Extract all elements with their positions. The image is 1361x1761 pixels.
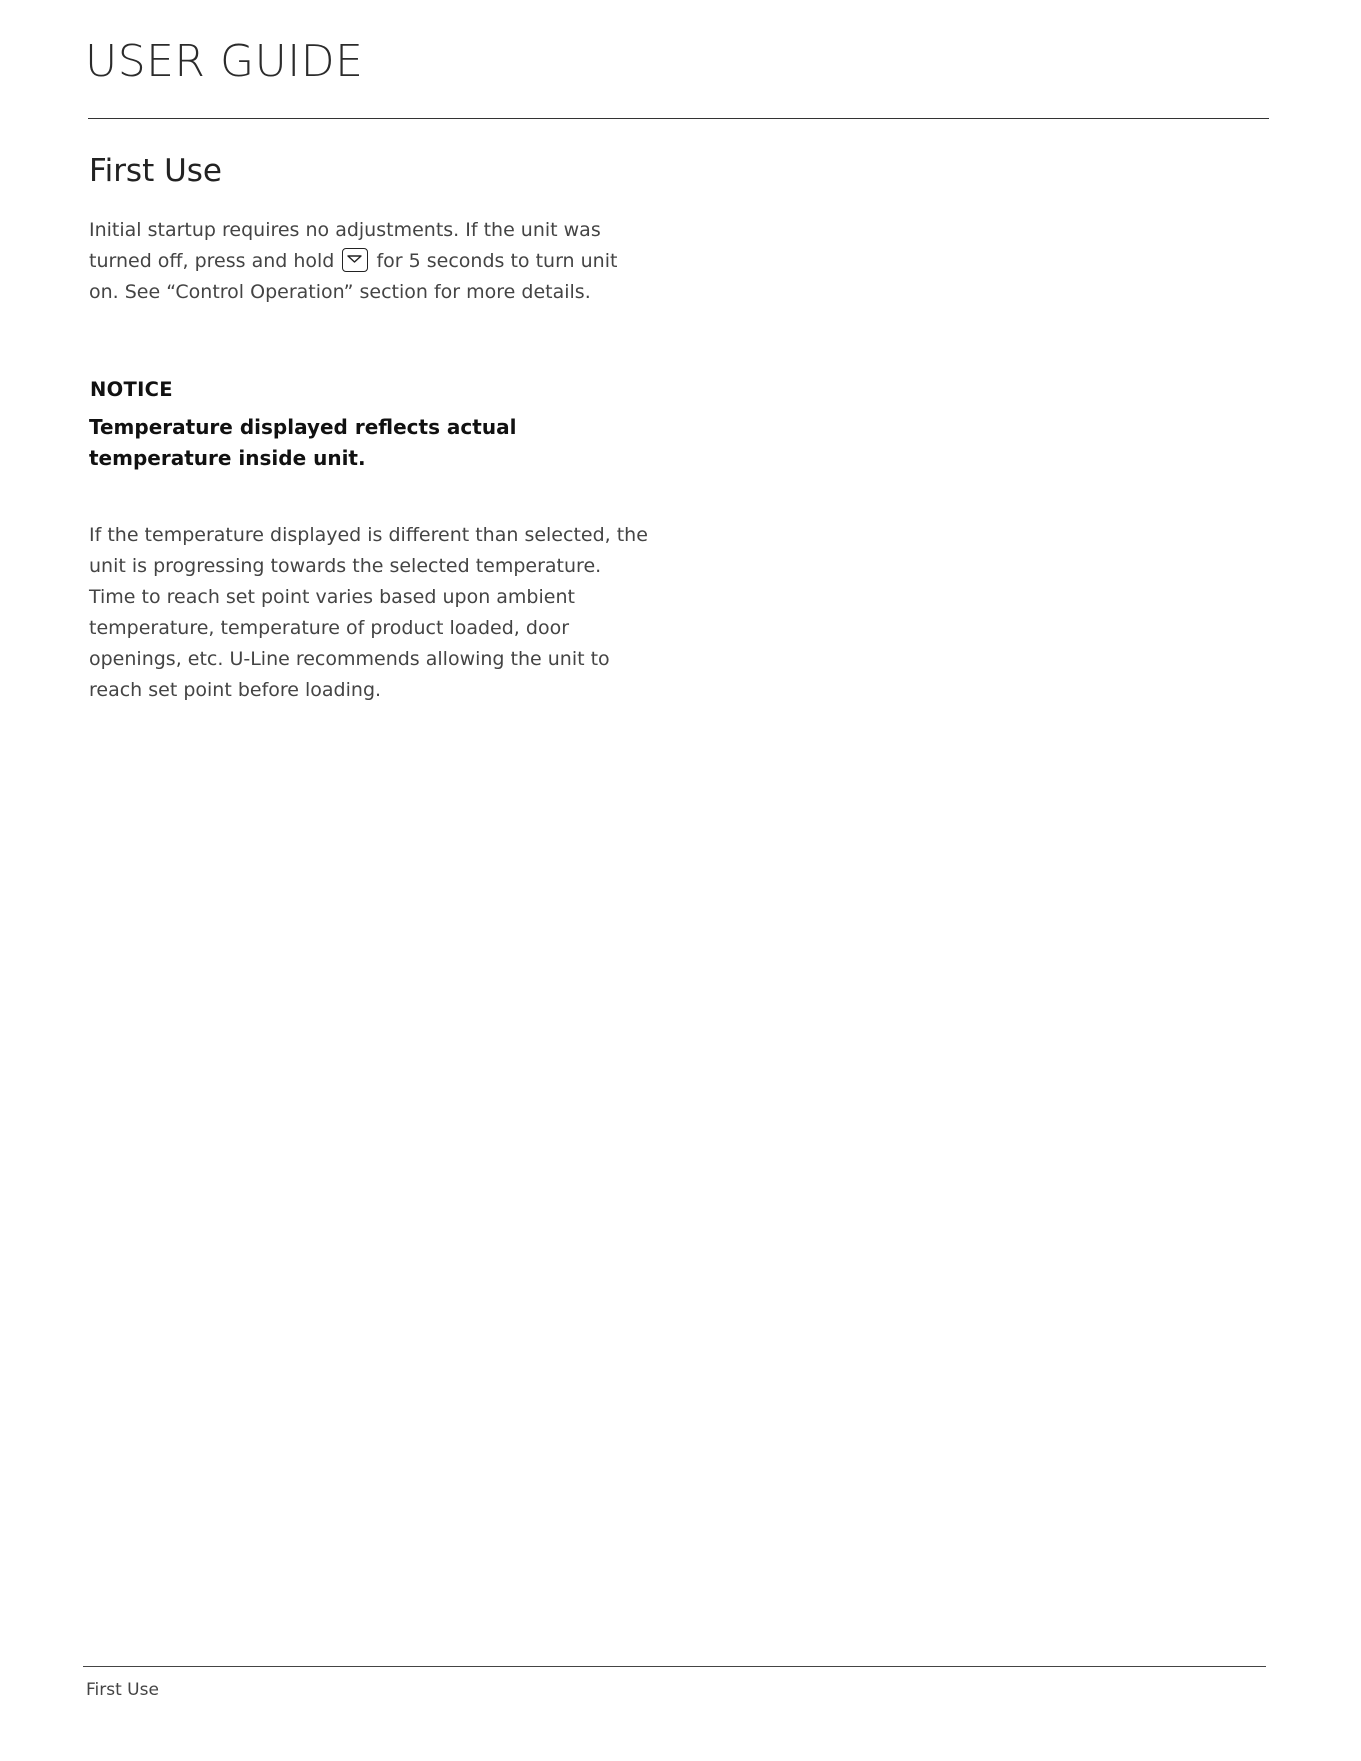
down-arrow-button-icon [342,248,368,272]
intro-text-before: Initial startup requires no adjustments. If the unit was turned off, press and hold [89,219,601,272]
section-title: First Use [89,153,223,189]
notice-label: NOTICE [90,378,173,401]
intro-text-after: for 5 seconds to turn unit on. See “Control Operation” section for more details. [89,250,618,303]
intro-paragraph [89,215,649,308]
document-header-title: USER GUIDE [85,36,364,87]
notice-text: Temperature displayed reflects actual temperature inside unit. [89,415,517,470]
header-divider [88,118,1269,119]
detail-paragraph: If the temperature displayed is different than selected, the unit is progressing towards the selected temperature. Time to reach set point varies based upon ambient temperature, temperature of product loaded, door openings, etc. U-Line recommends allowing the unit to reach set point before loading. [89,524,648,701]
footer-divider [83,1666,1266,1667]
footer-section-label: First Use [86,1680,159,1700]
